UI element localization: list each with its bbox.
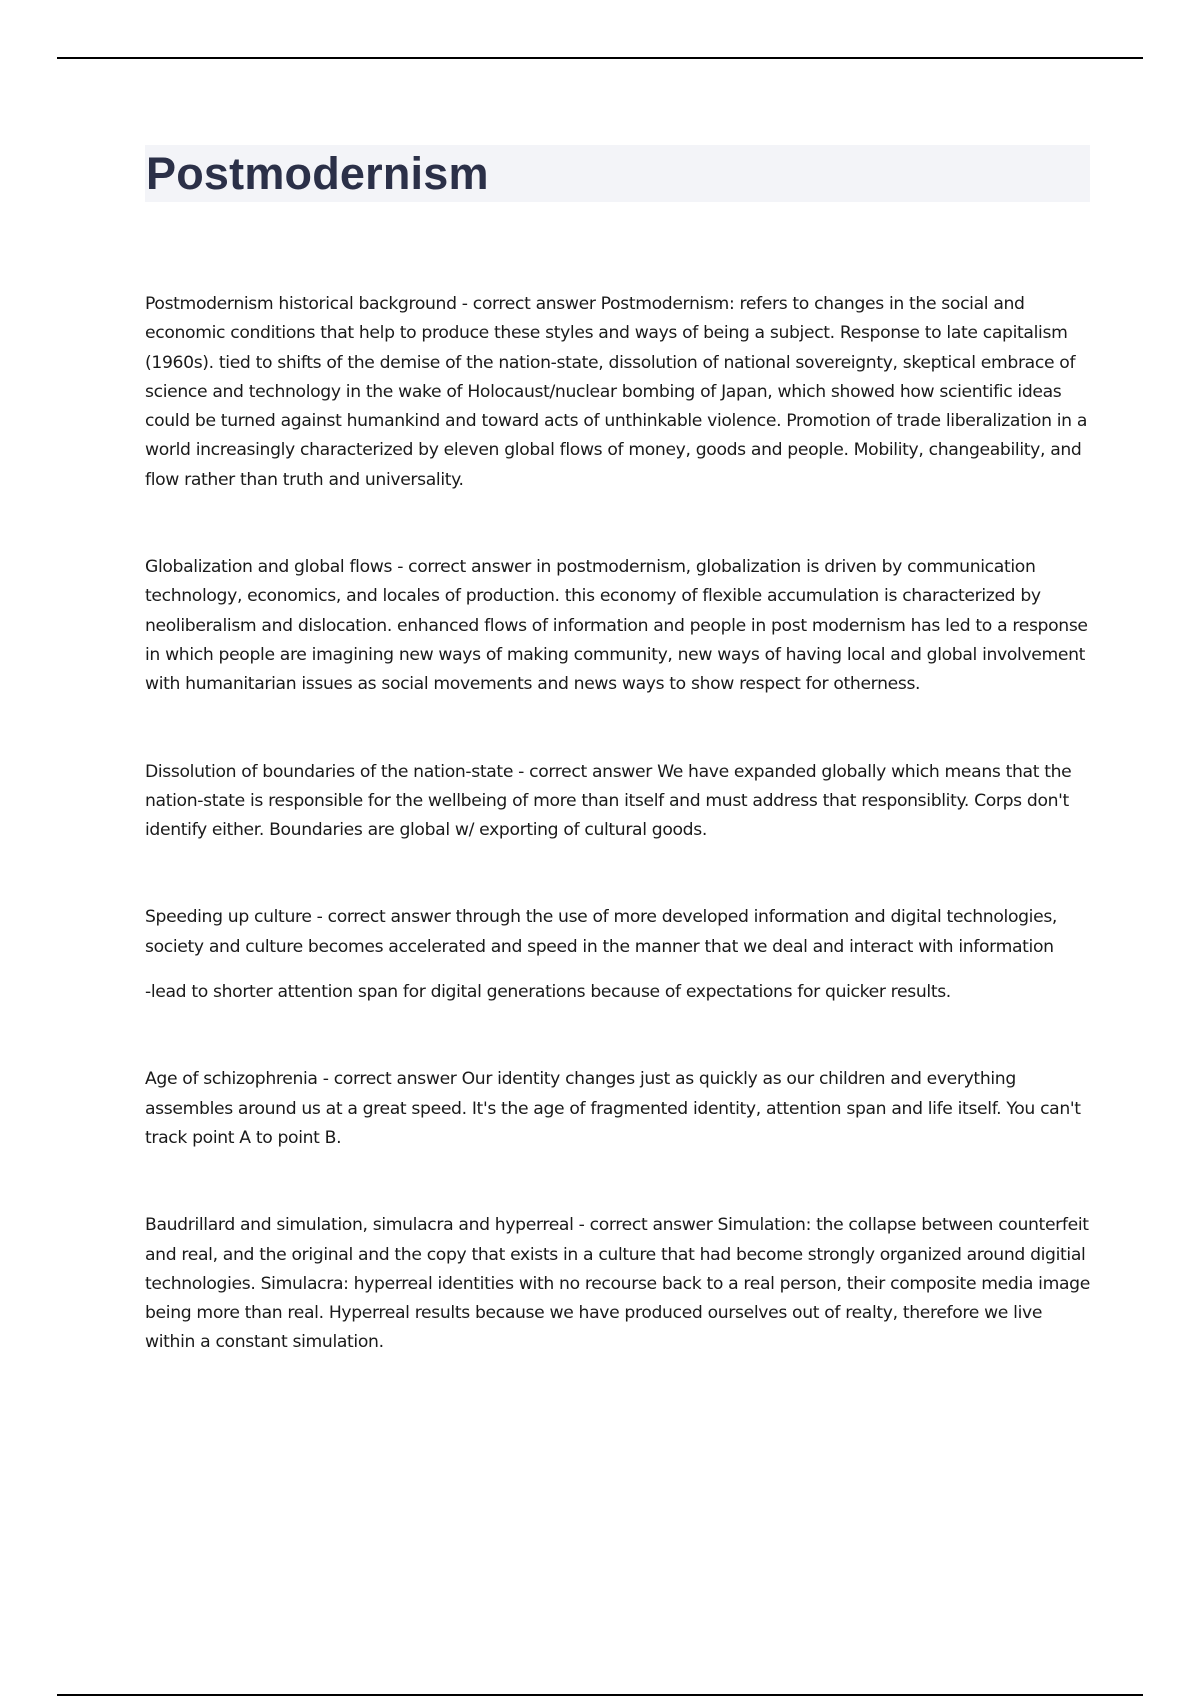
qa-paragraph: Globalization and global flows - correct answer in postmodernism, globalization is driven by communication technology, economics, and locales of production. this economy of flexible accumulation is characterized by neoliberalism and dislocation. enhanced flows of information and people in post modernism has led to a response in which people are imagining new ways of making community, new ways of having local and global involvement with humanitarian issues as social movements and news ways to show respect for otherness. (145, 557, 1088, 695)
qa-entry-baudrillard (145, 1211, 1095, 1357)
qa-entry-globalization (145, 553, 1095, 699)
qa-paragraph: Speeding up culture - correct answer through the use of more developed information and digital technologies, society and culture becomes accelerated and speed in the manner that we deal and interact with information (145, 907, 1058, 957)
header-rule (57, 57, 1143, 59)
qa-paragraph: Baudrillard and simulation, simulacra and hyperreal - correct answer Simulation: the collapse between counterfeit and real, and the original and the copy that exists in a culture that had become strongly organized around digitial technologies. Simulacra: hyperreal identities with no recourse back to a real person, their composite media image being more than real. Hyperreal results because we have produced ourselves out of realty, therefore we live within a constant simulation. (145, 1215, 1090, 1353)
qa-entry-speeding-up-culture (145, 903, 1095, 1007)
qa-entry-nation-state (145, 758, 1095, 846)
qa-entry-historical-background (145, 290, 1095, 495)
qa-paragraph: Age of schizophrenia - correct answer Our identity changes just as quickly as our children and everything assembles around us at a great speed. It's the age of fragmented identity, attention span and life itself. You can't track point A to point B. (145, 1069, 1081, 1148)
page-title: Postmodernism (146, 148, 489, 199)
qa-paragraph: Dissolution of boundaries of the nation-state - correct answer We have expanded globally which means that the nation-state is responsible for the wellbeing of more than itself and must address that responsiblity. Corps don't identify either. Boundaries are global w/ exporting of cultural goods. (145, 761, 1072, 841)
qa-entry-schizophrenia (145, 1065, 1095, 1153)
footer-rule (57, 1694, 1143, 1696)
document-body (145, 290, 1095, 1416)
qa-paragraph: Postmodernism historical background - correct answer Postmodernism: refers to changes in the social and economic conditions that help to produce these styles and ways of being a subject. Response to late capitalism (1960s). tied to shifts of the demise of the nation-state, dissolution of national sovereignty, skeptical embrace of science and technology in the wake of Holocaust/nuclear bombing of Japan, which showed how scientific ideas could be turned against humankind and toward acts of unthinkable violence. Promotion of trade liberalization in a world increasingly characterized by eleven global flows of money, goods and people. Mobility, changeability, and flow rather than truth and universality. (145, 294, 1088, 490)
qa-paragraph-continuation: -lead to shorter attention span for digital generations because of expectations for quicker results. (145, 982, 951, 1003)
